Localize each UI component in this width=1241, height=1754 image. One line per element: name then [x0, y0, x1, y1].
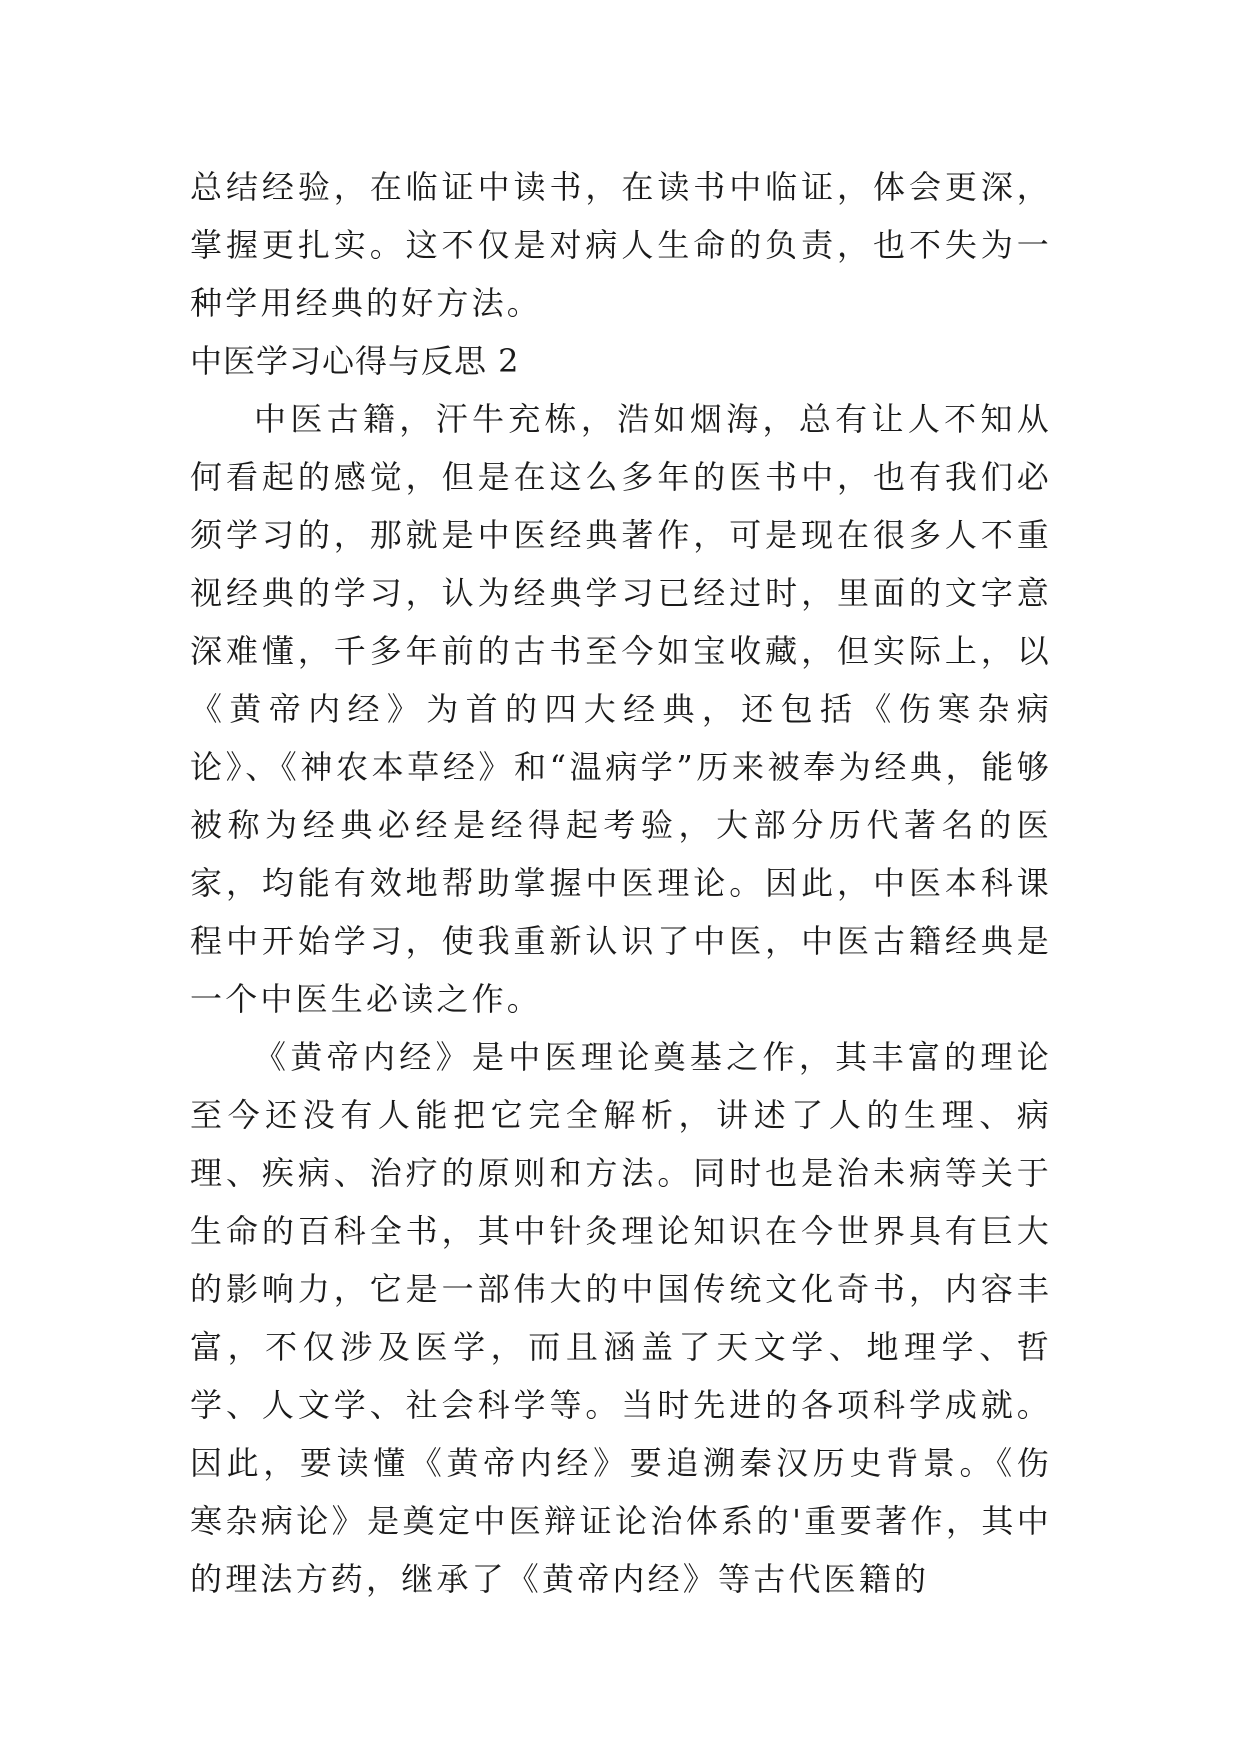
paragraph-top: 总结经验，在临证中读书，在读书中临证，体会更深，掌握更扎实。这不仅是对病人生命的负责，也不失为一种学用经典的好方法。: [190, 168, 1052, 322]
section-title: 中医学习心得与反思 2: [190, 342, 520, 380]
document-body: [190, 158, 1052, 1608]
paragraph-1: 中医古籍，汗牛充栋，浩如烟海，总有让人不知从何看起的感觉，但是在这么多年的医书中，也有我们必须学习的，那就是中医经典著作，可是现在很多人不重视经典的学习，认为经典学习已经过时，里面的文字意深难懂，千多年前的古书至今如宝收藏，但实际上，以《黄帝内经》为首的四大经典，还包括《伤寒杂病论》、《神农本草经》和“温病学”历来被奉为经典，能够被称为经典必经是经得起考验，大部分历代著名的医家，均能有效地帮助掌握中医理论。因此，中医本科课程中开始学习，使我重新认识了中医，中医古籍经典是一个中医生必读之作。: [190, 400, 1052, 1018]
paragraph-2: 《黄帝内经》是中医理论奠基之作，其丰富的理论至今还没有人能把它完全解析，讲述了人的生理、病理、疾病、治疗的原则和方法。同时也是治未病等关于生命的百科全书，其中针灸理论知识在今世界具有巨大的影响力，它是一部伟大的中国传统文化奇书，内容丰富，不仅涉及医学，而且涵盖了天文学、地理学、哲学、人文学、社会科学等。当时先进的各项科学成就。因此，要读懂《黄帝内经》要追溯秦汉历史背景。《伤寒杂病论》是奠定中医辩证论治体系的'重要著作，其中的理法方药，继承了《黄帝内经》等古代医籍的: [190, 1038, 1052, 1598]
